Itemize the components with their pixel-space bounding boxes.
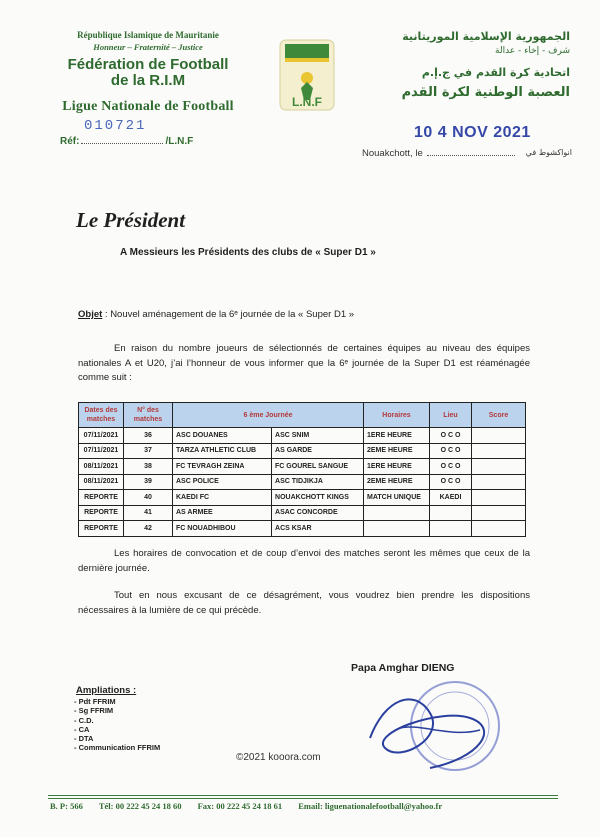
cell-away-team: AS GARDE <box>272 443 364 459</box>
cell-score <box>472 459 526 475</box>
fixtures-table <box>78 402 526 537</box>
cell-away-team: ASC SNIM <box>272 428 364 444</box>
cell-away-team: ASC TIDJIKJA <box>272 474 364 490</box>
cell-score <box>472 474 526 490</box>
arabic-ligue: العصبة الوطنية لكرة القدم <box>401 85 570 100</box>
cell-score <box>472 505 526 521</box>
cell-home-team: AS ARMEE <box>173 505 272 521</box>
cell-number: 41 <box>124 505 173 521</box>
table-row <box>79 505 526 521</box>
lnf-logo <box>277 38 337 112</box>
table-row <box>79 490 526 506</box>
table-row <box>79 459 526 475</box>
cell-score <box>472 428 526 444</box>
col-date: Dates des matches <box>79 403 124 428</box>
date-stamp: 10 4 NOV 2021 <box>414 124 531 141</box>
cell-time <box>364 521 430 537</box>
col-journee: 6 ème Journée <box>173 403 364 428</box>
cell-home-team: KAEDI FC <box>173 490 272 506</box>
ampliation-item: - Communication FFRIM <box>74 743 161 753</box>
ampliation-item: - DTA <box>74 734 94 744</box>
header-right-arabic <box>350 30 570 100</box>
footer-fax: Fax: 00 222 45 24 18 61 <box>197 801 283 811</box>
cell-home-team: FC TEVRAGH ZEINA <box>173 459 272 475</box>
cell-place: KAEDI <box>430 490 472 506</box>
cell-number: 42 <box>124 521 173 537</box>
cell-date: 08/11/2021 <box>79 459 124 475</box>
table-row <box>79 521 526 537</box>
paragraph-apology: Tout en nous excusant de ce désagrément, vous voudrez bien prendre les dispositions nécessaires à la lumière de ce qui précède. <box>78 590 530 616</box>
cell-away-team: ACS KSAR <box>272 521 364 537</box>
col-place: Lieu <box>430 403 472 428</box>
cell-number: 38 <box>124 459 173 475</box>
paragraph-schedule: Les horaires de convocation et de coup d’envoi des matches seront les mêmes que ceux de la dernière journée. <box>78 548 530 574</box>
table-row <box>79 443 526 459</box>
cell-date: 08/11/2021 <box>79 474 124 490</box>
cell-number: 40 <box>124 490 173 506</box>
cell-time: 1ERE HEURE <box>364 459 430 475</box>
paragraph-intro: En raison du nombre joueurs de sélectionnés de certaines équipes au niveau des équipes nationales A et U20, j’ai l’honneur de vous informer que la 6ᵉ journée de la Super D1 est réaménagée comme suit : <box>78 343 530 383</box>
subject-text: : Nouvel aménagement de la 6ᵉ journée de la « Super D1 » <box>102 309 355 320</box>
ampliation-item: - C.D. <box>74 715 94 725</box>
country-name: République Islamique de Mauritanie <box>77 30 219 40</box>
arabic-motto: شرف - إخاء - عدالة <box>495 46 570 56</box>
cell-place: O C O <box>430 459 472 475</box>
cell-date: REPORTE <box>79 521 124 537</box>
ampliation-item: - Pdt FFRIM <box>74 697 116 706</box>
footer-divider <box>48 795 558 799</box>
cell-date: 07/11/2021 <box>79 428 124 444</box>
header-left <box>48 30 248 115</box>
cell-place: O C O <box>430 474 472 490</box>
footer-bp: B. P: 566 <box>50 801 83 811</box>
ampliations-list <box>74 697 160 753</box>
table-header-row <box>79 403 526 428</box>
col-score: Score <box>472 403 526 428</box>
cell-score <box>472 490 526 506</box>
arabic-country: الجمهورية الإسلامية الموريتانية <box>402 30 570 43</box>
col-time: Horaires <box>364 403 430 428</box>
cell-place <box>430 505 472 521</box>
ampliations-title: Ampliations : <box>76 685 137 696</box>
cell-away-team: NOUAKCHOTT KINGS <box>272 490 364 506</box>
cell-number: 39 <box>124 474 173 490</box>
cell-away-team: ASAC CONCORDE <box>272 505 364 521</box>
cell-home-team: ASC DOUANES <box>173 428 272 444</box>
logo-letters: L.N.F <box>292 95 322 109</box>
national-motto: Honneur – Fraternité – Justice <box>93 42 203 52</box>
cell-date: REPORTE <box>79 505 124 521</box>
footer-contact <box>50 801 560 811</box>
city-date-line: Nouakchott, le انواكشوط في <box>362 148 572 159</box>
cell-home-team: TARZA ATHLETIC CLUB <box>173 443 272 459</box>
president-title: Le Président <box>76 208 186 232</box>
cell-place <box>430 521 472 537</box>
subject-line <box>78 309 354 320</box>
signature-stamp <box>360 668 500 788</box>
cell-score <box>472 521 526 537</box>
cell-place: O C O <box>430 443 472 459</box>
col-number: N° des matches <box>124 403 173 428</box>
cell-date: 07/11/2021 <box>79 443 124 459</box>
cell-home-team: FC NOUADHIBOU <box>173 521 272 537</box>
subject-label: Objet <box>78 309 103 320</box>
cell-score <box>472 443 526 459</box>
ampliation-item: - CA <box>74 724 90 734</box>
ligue-name: Ligue Nationale de Football <box>62 99 234 114</box>
cell-time <box>364 505 430 521</box>
footer-tel: Tél: 00 222 45 24 18 60 <box>98 801 182 811</box>
cell-time: MATCH UNIQUE <box>364 490 430 506</box>
cell-time: 1ERE HEURE <box>364 428 430 444</box>
cell-place: O C O <box>430 428 472 444</box>
recipient-line: A Messieurs les Présidents des clubs de « Super D1 » <box>120 247 376 258</box>
signer-name: Papa Amghar DIENG <box>351 662 455 674</box>
cell-date: REPORTE <box>79 490 124 506</box>
reference-number: 010721 <box>84 118 147 134</box>
cell-number: 37 <box>124 443 173 459</box>
federation-name: Fédération de Football de la R.I.M <box>67 56 229 89</box>
cell-home-team: ASC POLICE <box>173 474 272 490</box>
table-row <box>79 474 526 490</box>
watermark: ©2021 kooora.com <box>236 752 321 763</box>
cell-time: 2EME HEURE <box>364 443 430 459</box>
cell-number: 36 <box>124 428 173 444</box>
arabic-federation: اتحادية كرة القدم في ج.إ.م <box>421 66 570 79</box>
ampliation-item: - Sg FFRIM <box>74 706 114 716</box>
footer-email: Email: liguenationalefootball@yahoo.fr <box>298 801 443 811</box>
table-row <box>79 428 526 444</box>
cell-time: 2EME HEURE <box>364 474 430 490</box>
reference-line: Réf: /L.N.F <box>60 136 194 147</box>
cell-away-team: FC GOUREL SANGUE <box>272 459 364 475</box>
